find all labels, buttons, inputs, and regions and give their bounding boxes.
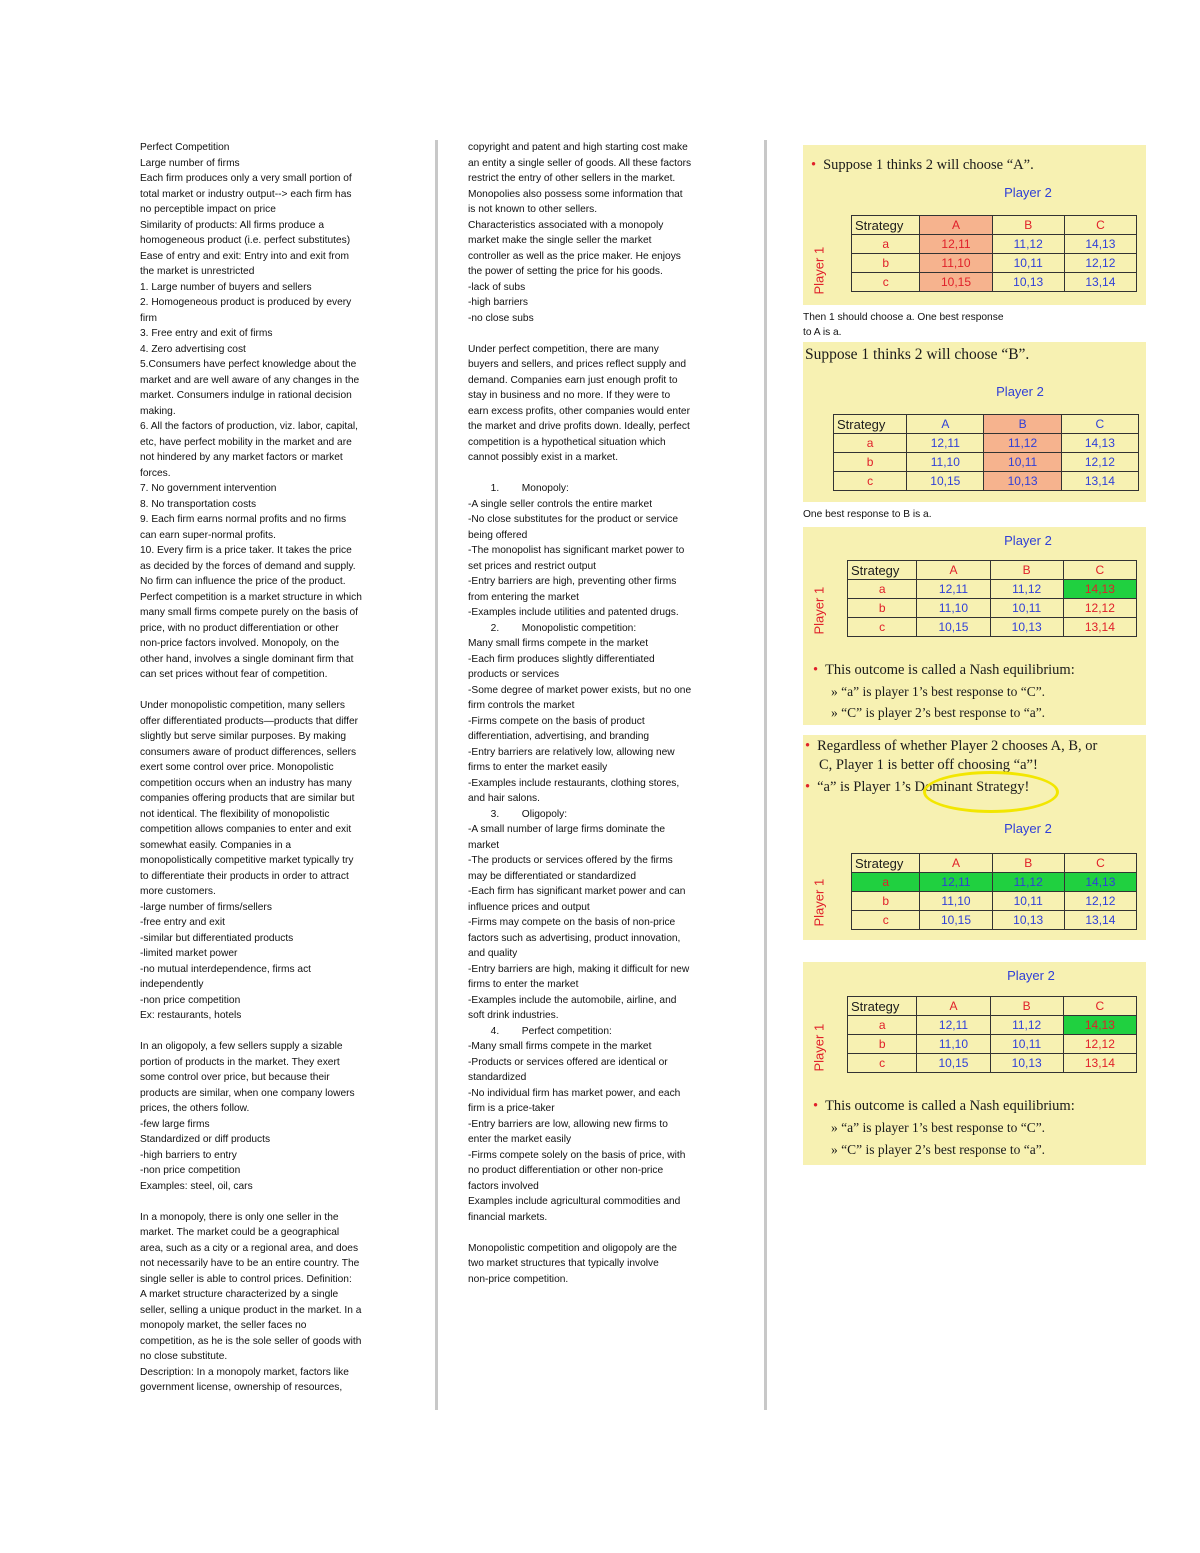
payoff-cell: 13,14 <box>1061 472 1138 491</box>
column-header: A <box>917 561 990 580</box>
text-line: monopoly market, the seller faces no <box>140 1320 307 1331</box>
text-line <box>140 1194 430 1210</box>
column-header: A <box>917 997 990 1016</box>
text-line: Examples: steel, oil, cars <box>140 1180 253 1192</box>
text-line: -no close subs <box>468 312 534 324</box>
text-line: -non price competition <box>140 1165 241 1176</box>
text-line: competition is a hypothetical situation which <box>468 436 666 448</box>
text-line: -Products or services offered are identical or <box>468 1056 668 1068</box>
text-line: -no mutual interdependence, firms act <box>140 963 312 975</box>
text-line: -large number of firms/sellers <box>140 901 272 913</box>
text-line <box>468 1225 758 1241</box>
text-line: -A small number of large firms dominate the <box>468 824 666 835</box>
text-line: firms to enter the market easily <box>468 762 608 773</box>
text-line: restrict the entry of other sellers in the market. <box>468 173 676 184</box>
column-header: B <box>990 997 1063 1016</box>
text-line: seller, selling a unique product in the market. In a <box>140 1304 362 1316</box>
text-line: -The monopolist has significant market power to <box>468 545 685 556</box>
text-line: Perfect competition is a market structure in which <box>140 591 362 603</box>
text-line: soft drink industries. <box>468 1010 559 1021</box>
strategy-header: Strategy <box>834 415 907 434</box>
strategy-header: Strategy <box>852 854 920 873</box>
text-column-left <box>140 140 430 1396</box>
payoff-cell: 11,12 <box>992 873 1064 892</box>
note-line: to A is a. <box>803 327 842 338</box>
slide-sub-bullet: » “C” is player 2’s best response to “a”. <box>831 1142 1046 1157</box>
text-line: products or services <box>468 669 560 680</box>
player1-label: Player 1 <box>811 586 827 635</box>
slide-bullet: This outcome is called a Nash equilibrium: <box>825 1098 1075 1114</box>
text-line: controller as well as the price maker. He enjoys <box>468 250 681 262</box>
text-line: independently <box>140 979 204 990</box>
payoff-matrix <box>833 414 1139 491</box>
text-line: non-price factors involved. Monopoly, on the <box>140 638 340 649</box>
row-header: a <box>852 235 920 254</box>
text-line: 3. Oligopoly: <box>468 808 568 820</box>
payoff-cell: 13,14 <box>1063 618 1136 637</box>
payoff-cell: 10,11 <box>984 453 1061 472</box>
player2-label: Player 2 <box>1004 185 1052 200</box>
column-header: B <box>990 561 1063 580</box>
note-best-response-b <box>803 507 932 522</box>
text-line: government license, ownership of resources, <box>140 1382 343 1393</box>
column-header: C <box>1063 997 1136 1016</box>
payoff-cell: 10,11 <box>990 1035 1063 1054</box>
text-line: many small firms compete purely on the basis of <box>140 607 358 618</box>
text-line: -Entry barriers are high, preventing other firms <box>468 576 677 587</box>
note-line: One best response to B is a. <box>803 509 932 520</box>
column-header: B <box>992 854 1064 873</box>
text-line: -high barriers to entry <box>140 1149 237 1161</box>
text-line: In an oligopoly, a few sellers supply a sizable <box>140 1041 343 1052</box>
payoff-cell: 10,15 <box>917 618 990 637</box>
text-line: -Each firm has significant market power and can <box>468 886 686 897</box>
payoff-cell: 11,10 <box>917 1035 990 1054</box>
text-line: firm <box>140 312 157 324</box>
text-line: non-price competition. <box>468 1273 569 1285</box>
note-line: Then 1 should choose a. One best response <box>803 312 1004 323</box>
slide-suppose-b <box>803 342 1146 502</box>
payoff-cell: 10,15 <box>920 911 992 930</box>
text-line: demand. Companies earn just enough profit to <box>468 374 678 386</box>
text-line: somewhat easily. Companies in a <box>140 839 291 851</box>
text-line: Many small firms compete in the market <box>468 638 649 649</box>
row-header: c <box>852 273 920 292</box>
text-line: -Examples include the automobile, airline, and <box>468 994 677 1006</box>
text-line: monopolistically competitive market typically try <box>140 855 354 866</box>
text-line: Perfect Competition <box>140 142 230 153</box>
text-line: competition occurs when an industry has many <box>140 777 352 789</box>
payoff-cell: 10,13 <box>992 273 1064 292</box>
text-line: no perceptible impact on price <box>140 204 276 215</box>
payoff-cell: 12,12 <box>1061 453 1138 472</box>
payoff-cell: 10,15 <box>920 273 992 292</box>
text-line: Large number of firms <box>140 157 240 169</box>
strategy-header: Strategy <box>848 997 917 1016</box>
text-line: enter the market easily <box>468 1134 572 1145</box>
text-line: 1. Monopoly: <box>468 483 569 494</box>
column-divider-1 <box>435 140 438 1410</box>
payoff-cell: 13,14 <box>1064 273 1136 292</box>
text-line <box>140 683 430 699</box>
payoff-cell: 12,11 <box>917 1016 990 1035</box>
text-line: 2. Homogeneous product is produced by every <box>140 297 352 308</box>
text-line: set prices and restrict output <box>468 560 596 572</box>
payoff-cell: 10,13 <box>990 1054 1063 1073</box>
text-line: 2. Monopolistic competition: <box>468 622 637 634</box>
row-header: b <box>848 599 917 618</box>
dominant-strategy-text: Dominant Strategy! <box>914 779 1030 795</box>
text-line: -Firms compete solely on the basis of price, with <box>468 1149 686 1161</box>
text-line: being offered <box>468 529 528 541</box>
player1-label: Player 1 <box>811 246 827 295</box>
column-header: C <box>1061 415 1138 434</box>
text-line: earn excess profits, other companies would enter <box>468 405 690 417</box>
text-line: firm is a price-taker <box>468 1103 555 1114</box>
dominant-strategy-circle <box>923 771 1059 813</box>
text-line: no product differentiation or other non-price <box>468 1165 664 1176</box>
text-line: offer differentiated products—products that differ <box>140 715 359 727</box>
text-line: products are similar, when one company lowers <box>140 1087 355 1099</box>
slide-suppose-a: • Suppose 1 thinks 2 will choose “A”. Player 2 Player 1 Strategy A B C a 12,11 11,12 14,13 b 11,10 10,11 12,12 c 10,15 10,13 13,14 <box>803 145 1146 305</box>
text-line: single seller is able to control prices. Definition: <box>140 1273 352 1285</box>
text-line: 5.Consumers have perfect knowledge about the <box>140 359 357 370</box>
payoff-cell: 12,11 <box>920 873 992 892</box>
text-line: -Some degree of market power exists, but no one <box>468 684 692 696</box>
text-line: can set prices without fear of competition. <box>140 669 328 680</box>
payoff-cell: 12,12 <box>1064 892 1136 911</box>
text-line: Standardized or diff products <box>140 1134 271 1145</box>
column-header: B <box>992 216 1064 235</box>
text-line: -high barriers <box>468 297 529 308</box>
payoff-cell: 14,13 <box>1064 873 1136 892</box>
text-line: 8. No transportation costs <box>140 498 257 510</box>
text-line: -few large firms <box>140 1118 210 1130</box>
payoff-cell: 10,13 <box>984 472 1061 491</box>
column-divider-2 <box>764 140 767 1410</box>
payoff-cell: 10,11 <box>992 892 1064 911</box>
text-line: In a monopoly, there is only one seller in the <box>140 1211 339 1223</box>
payoff-cell: 10,13 <box>990 618 1063 637</box>
text-line: -Examples include utilities and patented drugs. <box>468 607 679 618</box>
text-line: -Entry barriers are low, allowing new firms to <box>468 1118 668 1130</box>
text-line: not identical. The flexibility of monopolistic <box>140 808 330 820</box>
row-header: b <box>852 892 920 911</box>
text-line: -A single seller controls the entire market <box>468 498 653 510</box>
text-line: to differentiate their products in order to attract <box>140 870 349 882</box>
text-line: price, with no product differentiation or other <box>140 622 339 634</box>
text-line: Similarity of products: All firms produce a <box>140 219 325 231</box>
text-line: Monopolies also possess some information that <box>468 188 683 200</box>
text-line: financial markets. <box>468 1211 548 1223</box>
slide-bullet: Regardless of whether Player 2 chooses A, B, or <box>817 738 1098 754</box>
text-line: Under monopolistic competition, many sellers <box>140 700 345 711</box>
player2-label: Player 2 <box>1004 821 1052 836</box>
text-line: stay in business and no more. If they were to <box>468 390 671 401</box>
text-line: market. The market could be a geographical <box>140 1227 340 1238</box>
text-line: copyright and patent and high starting cost make <box>468 142 688 153</box>
column-header: C <box>1064 854 1136 873</box>
row-header: a <box>848 580 917 599</box>
payoff-cell: 11,10 <box>920 254 992 273</box>
payoff-cell: 11,12 <box>984 434 1061 453</box>
text-line: area, such as a city or a regional area, and does <box>140 1242 359 1254</box>
column-header: A <box>920 216 992 235</box>
text-line: exert some control over price. Monopolistic <box>140 762 334 773</box>
text-line: competition allows companies to enter and exit <box>140 824 352 835</box>
payoff-cell: 14,13 <box>1064 235 1136 254</box>
text-line: -free entry and exit <box>140 917 225 928</box>
text-line: two market structures that typically involve <box>468 1258 659 1269</box>
payoff-cell: 13,14 <box>1064 911 1136 930</box>
text-line: factors involved <box>468 1180 539 1192</box>
row-header: a <box>834 434 907 453</box>
text-line: No firm can influence the price of the product. <box>140 576 346 587</box>
text-line: as decided by the forces of demand and supply. <box>140 560 356 572</box>
row-header: c <box>852 911 920 930</box>
text-line: consumers aware of product differences, sellers <box>140 746 357 758</box>
text-line: and quality <box>468 948 518 959</box>
column-header: B <box>984 415 1061 434</box>
slide-dominant-strategy: • Regardless of whether Player 2 chooses A, B, or C, Player 1 is better off choosing “a”! • “a” is Player 1’s Dominant Strategy! Player 2 Player 1 Strategy A B C a 12,11 11,12 14,13 b 11,10 10,11 12,12 c 10,15 10,13 13,14 <box>803 735 1146 940</box>
text-line: -Firms may compete on the basis of non-price <box>468 917 676 928</box>
row-header: c <box>834 472 907 491</box>
text-line: can earn super-normal profits. <box>140 529 276 541</box>
text-line: from entering the market <box>468 591 579 603</box>
text-line: market <box>468 839 500 851</box>
text-line: -Firms compete on the basis of product <box>468 715 645 727</box>
text-line: 6. All the factors of production, viz. labor, capital, <box>140 421 359 432</box>
text-line: -Entry barriers are relatively low, allowing new <box>468 746 675 758</box>
text-line: may be differentiated or standardized <box>468 870 637 882</box>
payoff-cell: 10,15 <box>917 1054 990 1073</box>
text-line: portion of products in the market. They exert <box>140 1056 340 1068</box>
payoff-cell: 10,15 <box>907 472 984 491</box>
text-line: 1. Large number of buyers and sellers <box>140 281 312 293</box>
text-line: firm controls the market <box>468 700 575 711</box>
row-header: b <box>834 453 907 472</box>
text-line: other hand, involves a single dominant firm that <box>140 653 354 665</box>
strategy-header: Strategy <box>852 216 920 235</box>
text-line: -non price competition <box>140 994 241 1006</box>
text-line: standardized <box>468 1072 527 1083</box>
text-line: the market and drive profits down. Ideally, perfect <box>468 421 690 432</box>
text-line: 7. No government intervention <box>140 483 277 494</box>
text-line: market and are well aware of any changes in the <box>140 374 360 386</box>
text-line: Under perfect competition, there are many <box>468 343 659 355</box>
text-line: Monopolistic competition and oligopoly are the <box>468 1242 677 1254</box>
payoff-cell: 14,13 <box>1063 1016 1136 1035</box>
column-header: A <box>920 854 992 873</box>
text-line: A market structure characterized by a single <box>140 1289 339 1300</box>
payoff-matrix <box>847 560 1137 637</box>
text-line: cannot possibly exist in a market. <box>468 452 619 463</box>
payoff-cell: 10,13 <box>992 911 1064 930</box>
text-line: buyers and sellers, and prices reflect supply and <box>468 359 687 370</box>
text-line: 10. Every firm is a price taker. It takes the price <box>140 545 352 556</box>
text-line: firms to enter the market <box>468 979 579 990</box>
slide-sub-bullet: » “C” is player 2’s best response to “a”. <box>831 705 1046 720</box>
payoff-cell: 11,10 <box>917 599 990 618</box>
payoff-matrix <box>851 853 1137 930</box>
text-line: -No individual firm has market power, and each <box>468 1087 681 1099</box>
text-line: -Each firm produces slightly differentiated <box>468 653 655 665</box>
text-line: no close substitute. <box>140 1351 228 1362</box>
payoff-cell: 12,11 <box>920 235 992 254</box>
text-line: -Many small firms compete in the market <box>468 1041 652 1052</box>
text-line: total market or industry output--> each firm has <box>140 188 352 200</box>
player1-label: Player 1 <box>811 878 827 927</box>
text-line: market make the single seller the market <box>468 235 652 246</box>
text-line: the power of setting the price for his goods. <box>468 266 663 277</box>
payoff-cell: 13,14 <box>1063 1054 1136 1073</box>
payoff-cell: 11,12 <box>990 580 1063 599</box>
payoff-cell: 12,12 <box>1063 599 1136 618</box>
text-line: prices, the others follow. <box>140 1103 250 1114</box>
row-header: a <box>848 1016 917 1035</box>
payoff-cell: 11,10 <box>920 892 992 911</box>
text-line: -Entry barriers are high, making it difficult for new <box>468 963 690 975</box>
text-line: not hindered by any market factors or market <box>140 452 343 463</box>
row-header: c <box>848 1054 917 1073</box>
text-line <box>468 466 758 482</box>
slide-bullet: Suppose 1 thinks 2 will choose “B”. <box>805 346 1030 363</box>
text-line: slightly but serve similar purposes. By making <box>140 731 347 742</box>
text-line: -limited market power <box>140 948 238 959</box>
text-line: more customers. <box>140 886 216 897</box>
payoff-cell: 12,12 <box>1064 254 1136 273</box>
text-line: influence prices and output <box>468 901 590 913</box>
text-line: 9. Each firm earns normal profits and no firms <box>140 514 347 525</box>
text-line: -The products or services offered by the firms <box>468 855 673 866</box>
row-header: b <box>848 1035 917 1054</box>
text-line: companies offering products that are similar but <box>140 793 355 804</box>
text-line: an entity a single seller of goods. All these factors <box>468 157 692 169</box>
text-line: 3. Free entry and exit of firms <box>140 328 273 339</box>
row-header: a <box>852 873 920 892</box>
player2-label: Player 2 <box>1004 533 1052 548</box>
text-line: some control over price, but because their <box>140 1072 330 1083</box>
text-line: Ex: restaurants, hotels <box>140 1010 242 1021</box>
text-line: differentiation, advertising, and branding <box>468 731 650 742</box>
note-best-response-a <box>803 310 1004 340</box>
row-header: b <box>852 254 920 273</box>
slide-bullet: C, Player 1 is better off choosing “a”! <box>819 757 1038 773</box>
slide-bullet: This outcome is called a Nash equilibrium: <box>825 662 1075 678</box>
text-line: -similar but differentiated products <box>140 932 294 944</box>
player2-label: Player 2 <box>1007 968 1055 983</box>
payoff-cell: 12,12 <box>1063 1035 1136 1054</box>
text-line: forces. <box>140 467 171 479</box>
text-line: Each firm produces only a very small portion of <box>140 173 352 184</box>
text-line: -No close substitutes for the product or service <box>468 514 679 525</box>
payoff-cell: 11,12 <box>992 235 1064 254</box>
payoff-cell: 10,11 <box>990 599 1063 618</box>
text-line: the market is unrestricted <box>140 266 255 277</box>
slide-nash-equilibrium: Player 2 Player 1 Strategy A B C a 12,11 11,12 14,13 b 11,10 10,11 12,12 c 10,15 10,13 13,14 • This outcome is called a Nash equilibrium: » “a” is player 1’s best response to “C”. » “C” is player 2’s best response to “a”. <box>803 527 1146 725</box>
row-header: c <box>848 618 917 637</box>
text-line: -lack of subs <box>468 281 526 293</box>
text-line: market. Consumers indulge in rational decision <box>140 390 352 401</box>
payoff-cell: 11,10 <box>907 453 984 472</box>
text-line: making. <box>140 405 176 417</box>
column-header: C <box>1064 216 1136 235</box>
text-line: competition, as he is the sole seller of goods with <box>140 1335 362 1347</box>
player2-label: Player 2 <box>996 384 1044 399</box>
text-line: Examples include agricultural commodities and <box>468 1196 681 1207</box>
text-line: factors such as advertising, product innovation, <box>468 932 681 944</box>
text-line: -Examples include restaurants, clothing stores, <box>468 777 680 789</box>
column-header: A <box>907 415 984 434</box>
text-column-middle <box>468 140 758 1287</box>
slide-sub-bullet: » “a” is player 1’s best response to “C”. <box>831 1120 1046 1135</box>
text-line: and hair salons. <box>468 793 540 804</box>
slide-bullet: “a” is Player 1’s <box>817 779 915 795</box>
payoff-matrix <box>847 996 1137 1073</box>
payoff-cell: 14,13 <box>1063 580 1136 599</box>
text-line: homogeneous product (i.e. perfect substitutes) <box>140 235 351 246</box>
payoff-cell: 10,11 <box>992 254 1064 273</box>
text-line <box>140 1024 430 1040</box>
text-line: etc, have perfect mobility in the market and are <box>140 436 352 448</box>
payoff-cell: 14,13 <box>1061 434 1138 453</box>
text-line <box>468 326 758 342</box>
text-line: Description: In a monopoly market, factors like <box>140 1366 349 1378</box>
text-line: 4. Perfect competition: <box>468 1025 612 1037</box>
column-header: C <box>1063 561 1136 580</box>
slide-bullet: Suppose 1 thinks 2 will choose “A”. <box>823 157 1034 173</box>
payoff-matrix <box>851 215 1137 292</box>
payoff-cell: 11,12 <box>990 1016 1063 1035</box>
strategy-header: Strategy <box>848 561 917 580</box>
player1-label: Player 1 <box>811 1023 827 1072</box>
payoff-cell: 12,11 <box>907 434 984 453</box>
text-line: not necessarily have to be an entire country. The <box>140 1258 360 1269</box>
payoff-cell: 12,11 <box>917 580 990 599</box>
slide-sub-bullet: » “a” is player 1’s best response to “C”. <box>831 684 1046 699</box>
text-line: 4. Zero advertising cost <box>140 343 246 355</box>
text-line: Characteristics associated with a monopoly <box>468 219 664 231</box>
text-line: is not known to other sellers. <box>468 204 598 215</box>
slide-nash-equilibrium-2: Player 2 Player 1 Strategy A B C a 12,11 11,12 14,13 b 11,10 10,11 12,12 c 10,15 10,13 13,14 • This outcome is called a Nash equilibrium: » “a” is player 1’s best response to “C”. » “C” is player 2’s best response to “a”. <box>803 962 1146 1165</box>
text-line: Ease of entry and exit: Entry into and exit from <box>140 250 349 262</box>
